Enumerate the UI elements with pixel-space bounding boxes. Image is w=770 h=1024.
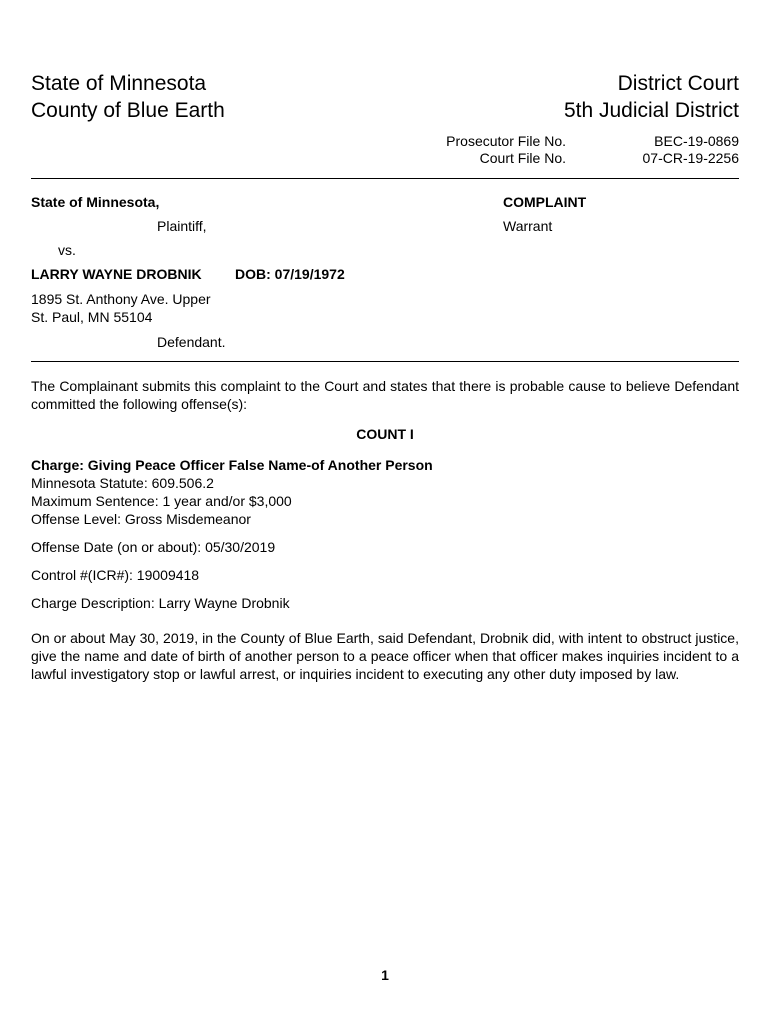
prosecutor-file-value: BEC-19-0869 (654, 133, 739, 149)
venue-county: County of Blue Earth (31, 99, 225, 122)
document-subtype: Warrant (503, 218, 553, 234)
statute: Minnesota Statute: 609.506.2 (31, 475, 214, 491)
offense-level: Offense Level: Gross Misdemeanor (31, 511, 251, 527)
charge-description: Charge Description: Larry Wayne Drobnik (31, 595, 290, 611)
caption-divider (31, 361, 739, 362)
document-type: COMPLAINT (503, 194, 587, 210)
court-name: District Court (617, 72, 739, 95)
defendant-dob: DOB: 07/19/1972 (235, 266, 345, 282)
court-file-value: 07-CR-19-2256 (642, 150, 739, 166)
max-sentence: Maximum Sentence: 1 year and/or $3,000 (31, 493, 292, 509)
offense-date: Offense Date (on or about): 05/30/2019 (31, 539, 276, 555)
venue-state: State of Minnesota (31, 72, 207, 95)
plaintiff-role: Plaintiff, (157, 218, 207, 234)
defendant-address-line2: St. Paul, MN 55104 (31, 309, 153, 325)
header-divider (31, 178, 739, 179)
judicial-district: 5th Judicial District (563, 99, 739, 122)
prosecutor-file-label: Prosecutor File No. (446, 133, 566, 149)
control-number: Control #(ICR#): 19009418 (31, 567, 200, 583)
count-heading: COUNT I (356, 426, 414, 442)
plaintiff-name: State of Minnesota, (31, 194, 160, 210)
defendant-role: Defendant. (157, 334, 226, 350)
page-number: 1 (381, 967, 389, 983)
charge-title: Charge: Giving Peace Officer False Name-of Another Person (31, 457, 433, 473)
versus: vs. (58, 242, 76, 258)
defendant-address-line1: 1895 St. Anthony Ave. Upper (31, 291, 211, 307)
narrative-paragraph: On or about May 30, 2019, in the County of Blue Earth, said Defendant, Drobnik did, with intent to obstruct justice, give the name and date of birth of another person to a peace officer when that officer makes inquiries incident to a lawful investigatory stop or lawful arrest, or inquiries incident to executing any other duty imposed by law. (31, 630, 739, 682)
court-file-label: Court File No. (479, 150, 566, 166)
intro-paragraph: The Complainant submits this complaint to the Court and states that there is probable cause to believe Defendant committed the following offense(s): (31, 378, 739, 412)
defendant-name: LARRY WAYNE DROBNIK (31, 266, 202, 282)
